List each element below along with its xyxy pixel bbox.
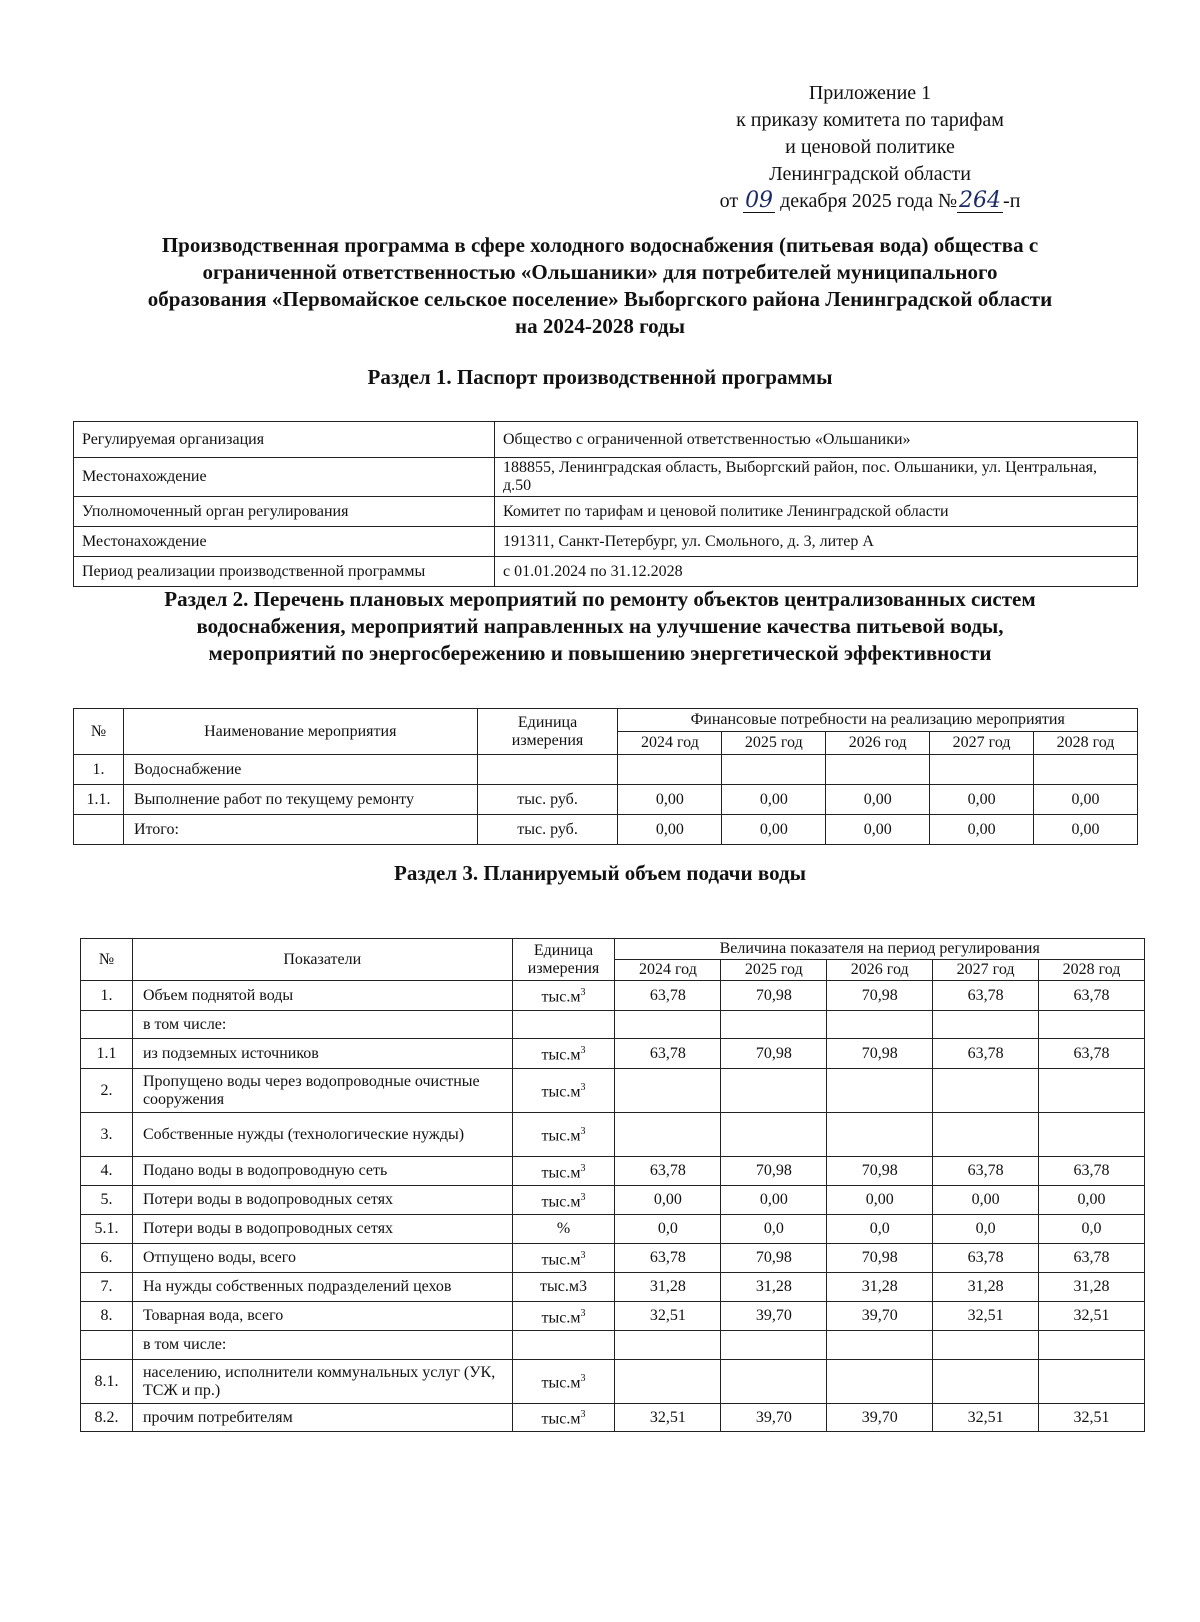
unit-superscript: 3 [580, 1082, 586, 1094]
row-value: 70,98 [721, 1244, 827, 1273]
row-value: 0,00 [826, 815, 930, 845]
year-header: 2024 год [615, 960, 721, 981]
row-num [81, 1011, 133, 1039]
row-value: 0,00 [1034, 785, 1138, 815]
row-name: Потери воды в водопроводных сетях [132, 1215, 512, 1244]
passport-row [74, 527, 1138, 557]
row-value: 31,28 [827, 1273, 933, 1302]
handwritten-number: 264 [959, 188, 1002, 213]
unit-base: тыс.м [541, 1083, 581, 1101]
row-name: населению, исполнители коммунальных услуг (УК, ТСЖ и пр.) [132, 1360, 512, 1404]
row-value [933, 1113, 1039, 1157]
appendix-line: Приложение 1 [808, 82, 932, 104]
passport-key: Уполномоченный орган регулирования [74, 497, 495, 527]
row-unit [512, 1157, 615, 1186]
number-suffix: -п [1003, 190, 1021, 212]
row-value: 63,78 [1039, 1157, 1145, 1186]
row-value: 32,51 [1039, 1302, 1145, 1331]
row-name: Собственные нужды (технологические нужды) [132, 1113, 512, 1157]
row-name: Подано воды в водопроводную сеть [132, 1157, 512, 1186]
title-line: Производственная программа в сфере холодного водоснабжения (питьевая вода) общества с [161, 233, 1039, 257]
row-value: 70,98 [827, 1157, 933, 1186]
table-row [81, 1186, 1145, 1215]
table-row [81, 1113, 1145, 1157]
passport-key: Период реализации производственной программы [74, 557, 495, 587]
row-value [827, 1011, 933, 1039]
table-row [81, 1360, 1145, 1404]
row-value: 70,98 [721, 1039, 827, 1069]
row-value: 0,00 [618, 785, 722, 815]
row-value [1039, 1011, 1145, 1039]
row-value: 63,78 [1039, 1244, 1145, 1273]
row-value: 32,51 [933, 1302, 1039, 1331]
passport-row [74, 497, 1138, 527]
year-header: 2024 год [618, 732, 722, 755]
row-value: 0,0 [721, 1215, 827, 1244]
unit-base: тыс.м [541, 1193, 581, 1211]
appendix-date-line [680, 188, 1060, 215]
row-num: 1.1 [81, 1039, 133, 1069]
row-value: 31,28 [933, 1273, 1039, 1302]
row-num: 8.2. [81, 1404, 133, 1432]
row-num: 1. [74, 755, 124, 785]
passport-key: Регулируемая организация [74, 422, 495, 458]
row-value [615, 1331, 721, 1360]
row-value [827, 1113, 933, 1157]
row-value: 0,00 [930, 815, 1034, 845]
table-row [81, 1011, 1145, 1039]
row-value: 63,78 [1039, 1039, 1145, 1069]
date-middle: декабря 2025 года № [780, 190, 958, 212]
row-value: 0,00 [930, 785, 1034, 815]
measures-table [73, 708, 1138, 845]
row-value: 70,98 [827, 1039, 933, 1069]
row-name: Водоснабжение [123, 755, 477, 785]
row-name: Пропущено воды через водопроводные очистные сооружения [132, 1069, 512, 1113]
row-name: Потери воды в водопроводных сетях [132, 1186, 512, 1215]
row-value [1034, 755, 1138, 785]
row-value: 32,51 [1039, 1404, 1145, 1432]
unit-superscript: 3 [580, 1409, 586, 1421]
row-num: 2. [81, 1069, 133, 1113]
unit-superscript: 3 [580, 1373, 586, 1385]
row-value: 63,78 [933, 1157, 1039, 1186]
row-value [618, 755, 722, 785]
row-value: 0,0 [1039, 1215, 1145, 1244]
handwritten-day: 09 [745, 188, 774, 213]
row-value [1039, 1069, 1145, 1113]
row-value [721, 1069, 827, 1113]
header-unit: Единица измерения [477, 709, 618, 755]
row-value [933, 1011, 1039, 1039]
year-header: 2025 год [722, 732, 826, 755]
row-value: 32,51 [615, 1302, 721, 1331]
unit-base: тыс.м [541, 1374, 581, 1392]
section1-title: Раздел 1. Паспорт производственной программы [367, 365, 833, 389]
row-value: 31,28 [721, 1273, 827, 1302]
row-unit [512, 1011, 615, 1039]
row-value: 0,00 [615, 1186, 721, 1215]
row-value: 0,00 [827, 1186, 933, 1215]
table-row [74, 755, 1138, 785]
unit-superscript: 3 [580, 1249, 586, 1261]
row-name: Отпущено воды, всего [132, 1244, 512, 1273]
year-header: 2028 год [1039, 960, 1145, 981]
table-row [81, 1069, 1145, 1113]
row-value [615, 1069, 721, 1113]
row-value: 70,98 [721, 1157, 827, 1186]
row-name: в том числе: [132, 1331, 512, 1360]
unit-base: тыс.м [541, 1127, 581, 1145]
row-value [827, 1331, 933, 1360]
row-value [1039, 1331, 1145, 1360]
row-unit [512, 1186, 615, 1215]
table-row [74, 815, 1138, 845]
row-value [1039, 1113, 1145, 1157]
row-unit [477, 755, 618, 785]
row-value: 39,70 [721, 1302, 827, 1331]
row-value: 31,28 [615, 1273, 721, 1302]
year-header: 2027 год [930, 732, 1034, 755]
row-value: 63,78 [615, 981, 721, 1011]
title-line: образования «Первомайское сельское поселение» Выборгского района Ленинградской области [147, 287, 1053, 311]
table-row [81, 981, 1145, 1011]
unit-base: тыс.м [541, 1251, 581, 1269]
row-value: 63,78 [1039, 981, 1145, 1011]
row-value [721, 1331, 827, 1360]
table-row [81, 1157, 1145, 1186]
row-value: 0,0 [827, 1215, 933, 1244]
date-prefix: от [719, 190, 739, 212]
table-row [74, 785, 1138, 815]
row-num [81, 1331, 133, 1360]
row-value: 0,00 [722, 815, 826, 845]
row-value: 31,28 [1039, 1273, 1145, 1302]
unit-superscript: 3 [580, 1126, 586, 1138]
row-unit [512, 1331, 615, 1360]
row-value [933, 1331, 1039, 1360]
row-name: прочим потребителям [132, 1404, 512, 1432]
passport-value: Общество с ограниченной ответственностью «Ольшаники» [495, 422, 1138, 458]
row-num: 7. [81, 1273, 133, 1302]
row-unit [512, 981, 615, 1011]
appendix-line: Ленинградской области [769, 163, 971, 185]
row-value [933, 1360, 1039, 1404]
row-name: из подземных источников [132, 1039, 512, 1069]
section2-title [60, 586, 1140, 667]
unit-superscript: 3 [580, 1191, 586, 1203]
row-value [827, 1360, 933, 1404]
row-unit: тыс. руб. [477, 815, 618, 845]
header-group: Величина показателя на период регулирования [615, 939, 1145, 960]
year-header: 2027 год [933, 960, 1039, 981]
table-row [81, 1273, 1145, 1302]
table-row [81, 1331, 1145, 1360]
row-value: 0,00 [826, 785, 930, 815]
row-value: 0,0 [933, 1215, 1039, 1244]
row-value: 32,51 [933, 1404, 1039, 1432]
row-num [74, 815, 124, 845]
passport-key: Местонахождение [74, 458, 495, 497]
row-num: 4. [81, 1157, 133, 1186]
row-name: Товарная вода, всего [132, 1302, 512, 1331]
unit-superscript: 3 [580, 1162, 586, 1174]
passport-key: Местонахождение [74, 527, 495, 557]
row-value: 63,78 [933, 1244, 1039, 1273]
passport-value: с 01.01.2024 по 31.12.2028 [495, 557, 1138, 587]
appendix-block [680, 80, 1060, 215]
row-num: 5.1. [81, 1215, 133, 1244]
section2-title-line: водоснабжения, мероприятий направленных на улучшение качества питьевой воды, [196, 614, 1004, 638]
row-value: 63,78 [615, 1244, 721, 1273]
row-value [1039, 1360, 1145, 1404]
section2-title-line: Раздел 2. Перечень плановых мероприятий по ремонту объектов централизованных систем [164, 587, 1036, 611]
row-unit: % [512, 1215, 615, 1244]
row-name: На нужды собственных подразделений цехов [132, 1273, 512, 1302]
unit-base: тыс.м [541, 1164, 581, 1182]
water-supply-table [80, 938, 1145, 1432]
document-title [60, 232, 1140, 340]
row-num: 5. [81, 1186, 133, 1215]
table-row [81, 1244, 1145, 1273]
year-header: 2028 год [1034, 732, 1138, 755]
row-name: в том числе: [132, 1011, 512, 1039]
row-value: 39,70 [827, 1302, 933, 1331]
row-value [930, 755, 1034, 785]
header-name: Показатели [132, 939, 512, 981]
row-value [615, 1011, 721, 1039]
row-name: Объем поднятой воды [132, 981, 512, 1011]
row-unit: тыс. руб. [477, 785, 618, 815]
row-unit [512, 1302, 615, 1331]
row-value [722, 755, 826, 785]
passport-value: Комитет по тарифам и ценовой политике Ленинградской области [495, 497, 1138, 527]
row-value: 63,78 [615, 1039, 721, 1069]
row-value: 0,00 [1039, 1186, 1145, 1215]
row-value: 0,00 [1034, 815, 1138, 845]
header-num: № [74, 709, 124, 755]
row-name: Выполнение работ по текущему ремонту [123, 785, 477, 815]
appendix-line: к приказу комитета по тарифам [736, 109, 1004, 131]
section3-title: Раздел 3. Планируемый объем подачи воды [394, 861, 806, 885]
unit-base: тыс.м [541, 988, 581, 1006]
table-row [81, 1215, 1145, 1244]
row-value [721, 1113, 827, 1157]
row-value [721, 1011, 827, 1039]
year-header: 2026 год [827, 960, 933, 981]
row-value: 63,78 [933, 1039, 1039, 1069]
row-value [721, 1360, 827, 1404]
table-row [81, 1302, 1145, 1331]
table-row [81, 1039, 1145, 1069]
row-num: 1. [81, 981, 133, 1011]
passport-row [74, 557, 1138, 587]
row-unit [512, 1360, 615, 1404]
unit-base: тыс.м [541, 1046, 581, 1064]
row-value: 32,51 [615, 1404, 721, 1432]
row-num: 8. [81, 1302, 133, 1331]
row-value: 70,98 [827, 1244, 933, 1273]
row-value: 39,70 [827, 1404, 933, 1432]
row-value: 0,00 [722, 785, 826, 815]
passport-row [74, 458, 1138, 497]
row-value [615, 1113, 721, 1157]
row-value [933, 1069, 1039, 1113]
row-num: 3. [81, 1113, 133, 1157]
row-num: 1.1. [74, 785, 124, 815]
row-unit [512, 1039, 615, 1069]
row-name: Итого: [123, 815, 477, 845]
table-row [81, 1404, 1145, 1432]
row-value: 0,00 [933, 1186, 1039, 1215]
unit-superscript: 3 [580, 987, 586, 999]
title-line: на 2024-2028 годы [514, 314, 686, 338]
year-header: 2026 год [826, 732, 930, 755]
header-num: № [81, 939, 133, 981]
row-value: 70,98 [721, 981, 827, 1011]
row-num: 6. [81, 1244, 133, 1273]
unit-base: тыс.м [541, 1309, 581, 1327]
row-value [827, 1069, 933, 1113]
passport-value: 188855, Ленинградская область, Выборгский район, пос. Ольшаники, ул. Центральная, д.50 [495, 458, 1138, 497]
title-line: ограниченной ответственностью «Ольшаники» для потребителей муниципального [202, 260, 998, 284]
passport-table [73, 421, 1138, 587]
passport-value: 191311, Санкт-Петербург, ул. Смольного, д. 3, литер А [495, 527, 1138, 557]
row-value [826, 755, 930, 785]
unit-superscript: 3 [580, 1307, 586, 1319]
appendix-line: и ценовой политике [785, 136, 955, 158]
row-value: 0,00 [618, 815, 722, 845]
year-header: 2025 год [721, 960, 827, 981]
unit-base: тыс.м [541, 1410, 581, 1428]
header-unit: Единица измерения [512, 939, 615, 981]
section2-title-line: мероприятий по энергосбережению и повышению энергетической эффективности [208, 641, 992, 665]
unit-superscript: 3 [580, 1045, 586, 1057]
row-unit [512, 1404, 615, 1432]
row-value: 63,78 [933, 981, 1039, 1011]
row-value [615, 1360, 721, 1404]
passport-row [74, 422, 1138, 458]
header-name: Наименование мероприятия [123, 709, 477, 755]
row-value: 39,70 [721, 1404, 827, 1432]
row-unit: тыс.м3 [512, 1273, 615, 1302]
row-value: 0,00 [721, 1186, 827, 1215]
header-group: Финансовые потребности на реализацию мероприятия [618, 709, 1138, 732]
row-unit [512, 1069, 615, 1113]
row-unit [512, 1113, 615, 1157]
row-value: 0,0 [615, 1215, 721, 1244]
row-unit [512, 1244, 615, 1273]
row-num: 8.1. [81, 1360, 133, 1404]
row-value: 70,98 [827, 981, 933, 1011]
row-value: 63,78 [615, 1157, 721, 1186]
